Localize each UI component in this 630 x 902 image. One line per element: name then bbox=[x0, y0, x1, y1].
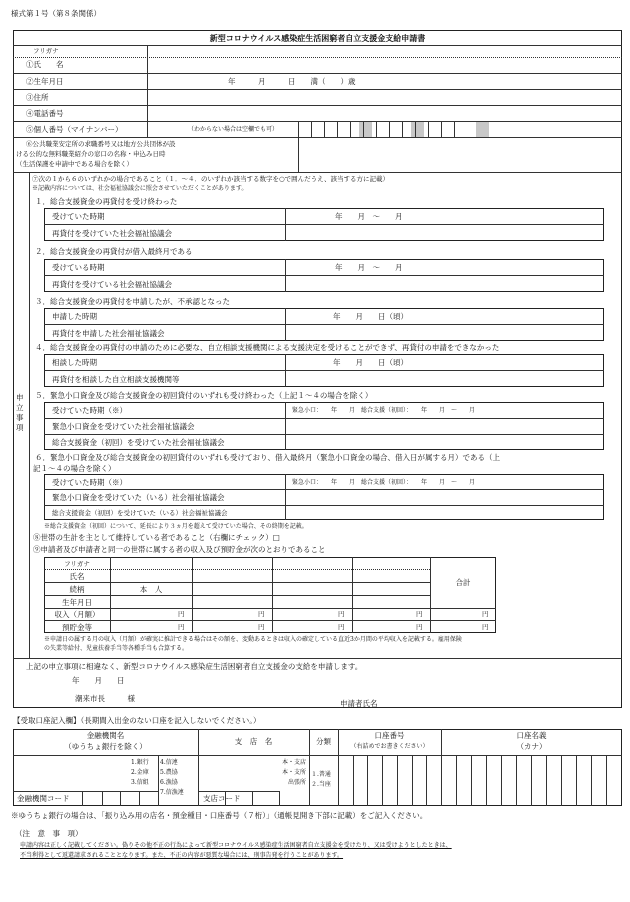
bank-code-cell-divider bbox=[139, 791, 140, 806]
section9-note-line2: の失業等給付、児童扶養手当等各種手当も合算する。 bbox=[44, 645, 189, 652]
account-holder-cell-divider bbox=[576, 755, 577, 806]
item6-general-council-label: 総合支援資金（初回）を受けていた（いる）社会福祉協議会 bbox=[52, 509, 228, 517]
item6-heading-line1: ６．緊急小口資金及び総合支援資金の初回貸付のいずれも受けており、借入最終月（緊急小口資金の場合、借入日が属する月）である（上 bbox=[35, 453, 500, 462]
address-label: ③住所 bbox=[26, 93, 49, 102]
item4-agency-label: 再貸付を相談した自立相談支援機関等 bbox=[52, 375, 180, 384]
item1-council-label: 再貸付を受けていた社会福祉協議会 bbox=[52, 229, 172, 238]
section9-note-line1: ※申請日の属する月の収入（月額）が確実に推計できる場合はその額を、変動あるときは収入の確定している直近3か月間の平均収入を記載する。雇用保険 bbox=[44, 636, 462, 643]
applicant-signature-label: 申請者氏名 bbox=[340, 699, 378, 708]
phone-label: ④電話番号 bbox=[26, 109, 64, 118]
item2-period-label: 受けている時期 bbox=[52, 263, 105, 272]
account-holder-cell-divider bbox=[471, 755, 472, 806]
hh-income-label: 収入（月額） bbox=[54, 610, 100, 619]
item5-period-label: 受けていた時期（※） bbox=[52, 406, 127, 415]
hh-name-label: 氏名 bbox=[69, 572, 85, 581]
notes-heading: （注 意 事 項） bbox=[15, 829, 83, 838]
account-holder-cell-divider bbox=[531, 755, 532, 806]
item2-heading: ２．総合支援資金の再貸付が借入最終月である bbox=[35, 247, 193, 256]
savings-yen-unit: 円 bbox=[416, 623, 423, 631]
account-holder-subheader: （カナ） bbox=[516, 742, 547, 751]
bank-code-cell-divider bbox=[82, 791, 83, 806]
form-number-label: 様式第１号（第８条関係） bbox=[11, 9, 101, 18]
institution-kind-options-a: 1.銀行 2.金庫 3.信組 bbox=[131, 759, 149, 786]
section7-note: ※記載内容については、社会福祉協議会に照会させていただくことがあります。 bbox=[32, 185, 248, 192]
account-holder-cell-divider bbox=[561, 755, 562, 806]
item1-heading: １．総合支援資金の再貸付を受け終わった bbox=[35, 197, 178, 206]
hw-label-line2: ける公的な無料職業紹介の窓口の名称・申込み日時 bbox=[16, 150, 166, 158]
income-yen-unit: 円 bbox=[482, 610, 489, 618]
branch-name-header: 支 店 名 bbox=[234, 737, 273, 746]
mynumber-cell-divider bbox=[324, 121, 325, 137]
item3-council-label: 再貸付を申請した社会福祉協議会 bbox=[52, 329, 165, 338]
account-holder-cell-divider bbox=[591, 755, 592, 806]
hw-label-line3: （生活保護を申請中である場合を除く） bbox=[16, 160, 133, 168]
hw-label-line1: ⑥公共職業安定所の求職番号又は地方公共団体が設 bbox=[26, 140, 176, 148]
account-type-header: 分類 bbox=[316, 737, 331, 746]
mynumber-cell-divider bbox=[337, 121, 338, 137]
branch-code-label: 支店コード bbox=[203, 794, 241, 803]
income-yen-unit: 円 bbox=[178, 610, 185, 618]
mynumber-cell-divider bbox=[428, 121, 429, 137]
account-holder-cell-divider bbox=[486, 755, 487, 806]
birthdate-label: ②生年月日 bbox=[26, 77, 64, 86]
account-holder-cell-divider bbox=[546, 755, 547, 806]
savings-yen-unit: 円 bbox=[178, 623, 185, 631]
bank-name-header: 金融機関名 bbox=[86, 731, 125, 740]
item5-period-value: 緊急小口： 年 月 総合支援（初回）： 年 月 ～ 月 bbox=[292, 407, 476, 414]
mynumber-cell-divider bbox=[415, 121, 416, 137]
item6-period-value: 緊急小口： 年 月 総合支援（初回）： 年 月 ～ 月 bbox=[292, 479, 476, 486]
item6-period-label: 受けていた時期（※） bbox=[52, 478, 127, 487]
mynumber-label: ⑤個人番号（マイナンバー） bbox=[26, 125, 123, 134]
account-holder-cell-divider bbox=[516, 755, 517, 806]
hh-birth-label: 生年月日 bbox=[62, 598, 92, 607]
mynumber-cell-divider bbox=[363, 121, 364, 137]
section7-footnote: ※総合支援資金（初回）について、延長により３ヵ月を超えて受けていた場合、その終期を記載。 bbox=[44, 523, 308, 530]
mynumber-cell-divider bbox=[376, 121, 377, 137]
item4-date-label: 相談した時期 bbox=[52, 358, 97, 367]
hh-savings-label: 預貯金等 bbox=[62, 623, 92, 632]
declaration-addressee: 潮来市長 様 bbox=[75, 694, 135, 703]
form-title: 新型コロナウイルス感染症生活困窮者自立支援金支給申請書 bbox=[209, 33, 426, 43]
item5-general-council-label: 総合支援資金（初回）を受けていた社会福祉協議会 bbox=[52, 438, 225, 447]
institution-kind-options-b: 4.信連 5.農協 6.漁協 7.信漁連 bbox=[160, 759, 184, 796]
item6-emergency-council-label: 緊急小口資金を受けていた（いる）社会福祉協議会 bbox=[52, 493, 225, 502]
account-holder-header: 口座名義 bbox=[516, 731, 547, 740]
item1-period-label: 受けていた時期 bbox=[52, 212, 105, 221]
savings-yen-unit: 円 bbox=[258, 623, 265, 631]
item6-heading-line2: 記１～４の場合を除く） bbox=[33, 464, 116, 473]
item4-heading: ４．総合支援資金の再貸付の申請のために必要な、自立相談支援機関による支援決定を受けることができず、再貸付の申請をできなかった bbox=[35, 343, 500, 352]
furigana-label: フリガナ bbox=[33, 47, 59, 55]
item2-council-label: 再貸付を受けている社会福祉協議会 bbox=[52, 280, 172, 289]
account-number-cell-divider bbox=[353, 755, 354, 806]
account-number-cell-divider bbox=[382, 755, 383, 806]
mynumber-cell-divider bbox=[350, 121, 351, 137]
hh-total-label: 合計 bbox=[455, 578, 471, 587]
item3-date-value: 年 月 日（頃） bbox=[333, 312, 408, 321]
bank-name-subheader: （ゆうちょ銀行を除く） bbox=[64, 742, 147, 751]
account-holder-cell-divider bbox=[501, 755, 502, 806]
item2-period-value: 年 月 ～ 月 bbox=[335, 263, 403, 272]
mynumber-cell-divider bbox=[389, 121, 390, 137]
account-number-cell-divider bbox=[426, 755, 427, 806]
birthdate-value-template: 年 月 日 満（ ）歳 bbox=[228, 77, 356, 86]
side-label: 申 立 事 項 bbox=[16, 393, 24, 432]
hh-relation-label: 続柄 bbox=[69, 585, 85, 594]
item5-heading: ５．緊急小口資金及び総合支援資金の初回貸付のいずれも受け終わった（上記１～４の場合を除く） bbox=[35, 391, 373, 400]
notes-line1: 申請内容は正しく記載してください。偽りその他不正の行為によって新型コロナウイルス感染症生活困窮者自立支援金を受けたり、又は受けようとしたときは、 bbox=[20, 842, 452, 849]
name-label: ①氏 名 bbox=[26, 60, 64, 69]
bank-section-title: 【受取口座記入欄】（長期間入出金のない口座を記入しないでください。） bbox=[13, 716, 261, 725]
item1-period-value: 年 月 ～ 月 bbox=[335, 212, 403, 221]
item3-heading: ３．総合支援資金の再貸付を申請したが、不承認となった bbox=[35, 297, 230, 306]
bank-code-cell-divider bbox=[120, 791, 121, 806]
income-yen-unit: 円 bbox=[338, 610, 345, 618]
account-class-options: １.普通 ２.当座 bbox=[311, 771, 331, 788]
section9-heading: ⑨申請者及び申請者と同一の世帯に属する者の収入及び預貯金が次のとおりであること bbox=[33, 545, 326, 554]
account-holder-cell-divider bbox=[456, 755, 457, 806]
mynumber-cell-divider bbox=[441, 121, 442, 137]
yucho-instruction: ※ゆうちょ銀行の場合は、「振り込み用の店名・預金種目・口座番号（７桁）」（通帳見開き下部に記載）をご記入ください。 bbox=[11, 811, 428, 820]
section7-heading: ⑦次の１から６のいずれかの場合であること（１．～４．のいずれか該当する数字を○で囲んだうえ、該当する方に記載） bbox=[32, 175, 390, 183]
branch-code-cell-divider bbox=[252, 791, 253, 806]
declaration-date: 年 月 日 bbox=[72, 676, 125, 685]
account-number-header: 口座番号 bbox=[374, 731, 405, 740]
hh-furigana-label: フリガナ bbox=[64, 560, 90, 568]
mynumber-note: （わからない場合は空欄でも可） bbox=[188, 126, 279, 133]
mynumber-cell-divider bbox=[311, 121, 312, 137]
declaration-text: 上記の申立事項に相違なく、新型コロナウイルス感染症生活困窮者自立支援金の支給を申請します。 bbox=[26, 662, 363, 671]
section8-statement: ⑧世帯の生計を主として維持している者であること（右欄にチェック）□ bbox=[33, 533, 280, 542]
income-yen-unit: 円 bbox=[416, 610, 423, 618]
item5-emergency-council-label: 緊急小口資金を受けていた社会福祉協議会 bbox=[52, 422, 195, 431]
item4-date-value: 年 月 日（頃） bbox=[333, 358, 408, 367]
mynumber-cell-divider bbox=[454, 121, 455, 137]
account-holder-cell-divider bbox=[606, 755, 607, 806]
bank-code-label: 金融機関コード bbox=[17, 794, 70, 803]
hh-self-value: 本 人 bbox=[139, 585, 163, 594]
account-number-subheader: （右詰めでお書きください） bbox=[350, 743, 429, 750]
notes-line2: 不当利得として返還請求されることとなります。また、不正の内容が悪質な場合には、刑事告発を行うことがあります。 bbox=[20, 852, 344, 859]
item3-date-label: 申請した時期 bbox=[52, 312, 97, 321]
account-number-cell-divider bbox=[412, 755, 413, 806]
account-number-cell-divider bbox=[367, 755, 368, 806]
bank-code-cell-divider bbox=[102, 791, 103, 806]
mynumber-cell-divider bbox=[402, 121, 403, 137]
savings-yen-unit: 円 bbox=[338, 623, 345, 631]
branch-kind-options: 本・支店 本・支所 出張所 bbox=[281, 759, 306, 786]
income-yen-unit: 円 bbox=[258, 610, 265, 618]
savings-yen-unit: 円 bbox=[482, 623, 489, 631]
account-number-cell-divider bbox=[397, 755, 398, 806]
